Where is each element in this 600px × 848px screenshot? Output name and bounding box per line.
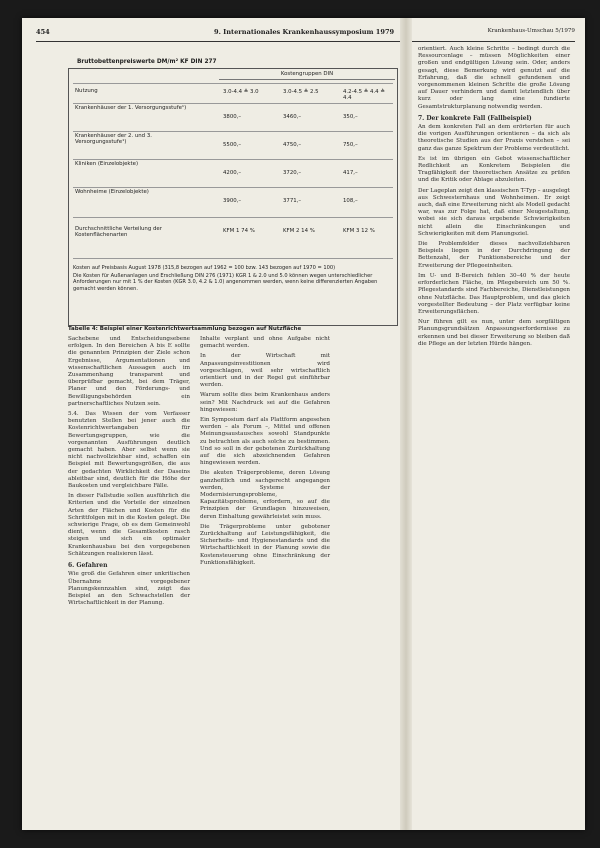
row-label: Wohnheime (Einzelobjekte) — [75, 189, 149, 195]
cell: KFM 1 74 % — [223, 228, 255, 234]
header-rule — [36, 41, 575, 42]
table-header-row — [73, 83, 393, 101]
table-caption: Tabelle 4: Beispiel einer Kostenrichtwertsammlung bezogen auf Nutzfläche — [68, 326, 302, 332]
cell: 3900,– — [223, 198, 242, 204]
cell: 5500,– — [223, 142, 242, 148]
text-column-1 — [68, 336, 190, 610]
table-row — [73, 217, 393, 259]
cell: 417,– — [343, 170, 358, 176]
cell: 4200,– — [223, 170, 242, 176]
cell: KFM 3 12 % — [343, 228, 375, 234]
paragraph: Ein Symposium darf als Plattform angesehen werden – als Forum –, Mittel und offenen Meinungsaustausches sowohl Standpunkte zu betrachten als auch solche zu bestimmen. Und so soll in der gebotenen Zurückhaltung auf die sich abzeichnenden Gefahren hingewiesen werden. — [200, 417, 330, 467]
running-title: 9. Internationales Krankenhaussymposium 1979 — [214, 28, 395, 36]
text-column-2 — [200, 336, 330, 570]
paragraph: An dem konkreten Fall an dem erörterten für auch die vorigen Ausführungen orientieren – da sich als theoretische Studien aus der Praxis verstehen – sei ganz das ganze Spektrum der Probleme verdeutlicht. — [418, 124, 570, 152]
page-header — [36, 26, 575, 40]
cell: 3720,– — [283, 170, 302, 176]
paragraph: Die akuten Trägerprobleme, deren Lösung ganzheitlich und sachgerecht angegangen werden, Systeme der Modernisierungsprobleme, Kapazitätsprobleme, erfordern, so auf die Prinzipien der Grundlagen hinzuweisen, deren Einhaltung gewährleistet sein muss. — [200, 470, 330, 520]
table-row — [73, 159, 393, 184]
table-row — [73, 131, 393, 156]
cell: 750,– — [343, 142, 358, 148]
cell: 3460,– — [283, 114, 302, 120]
row-label: Kliniken (Einzelobjekte) — [75, 161, 139, 167]
paragraph: Inhalte verplant und ohne Aufgabe nicht gemacht werden. — [200, 336, 330, 350]
section-heading: 6. Gefahren — [68, 562, 108, 570]
page-fold — [400, 18, 412, 830]
paragraph: orientiert. Auch kleine Schritte – bedingt durch die Ressourcenlage – müssen Möglichkeiten einer großen und endgültigen Lösung sein. Oder, anders gesagt, diese Bemerkung wird genutzt auf die Erfahrung, daß die schnell gefundenen und vorgenommenen kleinen Schritte die große Lösung auf Dauer verhindern und damit letztendlich über kurz oder lang eine fundierte Gesamtstrukturplanung notwendig werden. — [418, 46, 570, 110]
table-row — [73, 103, 393, 128]
paragraph: Der Lageplan zeigt den klassischen T-Typ – ausgelegt aus Schwesternhaus und Wohnheimen. Er zeigt auch, daß eine Erweiterung nicht als Modell gedacht war, was zur Folge hat, daß einer Neugestaltung, wobei sie sich daraus ergebende Schwierigkeiten nicht allein die Einschränkungen und Schwierigkeiten mit dem Planungsziel. — [418, 187, 570, 237]
paragraph: Die Trägerprobleme unter gebotener Zurückhaltung auf Leistungsfähigkeit, die Sicherheits- und Hygienestandards und die Wirtschaftlichkeit in der Planung sowie die Kostensteuerung ohne Einschränkung der Funktionsfähigkeit. — [200, 523, 330, 566]
paragraph: 5.4. Das Wissen der vom Verfasser benutzten Stellen bei jener auch die Kostenrichtwertangaben für Bewertungsgruppen, wie die vorgenannten Ausführungen deutlich gemacht haben. Aber selbst wenn sie nicht nachvollziehbar sind, schaffen ein Beispiel mit Bewertungsgrößen, die aus der gedachten Wirklichkeit der Daseins ableitbar sind, deutlich für die Höhe der Baukosten und vergleichbare Fälle. — [68, 411, 190, 490]
cell: 3771,– — [283, 198, 302, 204]
row-label: Krankenhäuser der 1. Versorgungsstufe¹) — [75, 105, 187, 111]
table-title: Bruttobettenpreiswerte DM/m² KF DIN 277 — [77, 59, 217, 65]
cell: 3800,– — [223, 114, 242, 120]
paragraph: Es ist im übrigen ein Gebot wissenschaftlicher Redlichkeit an Konkretem Beispielen die Tragfähigkeit der theoretischen Ansätze zu prüfen und die Kritik oder Ablage abzuleiten. — [418, 155, 570, 184]
cell: 4750,– — [283, 142, 302, 148]
table-note: Kosten auf Preisbasis August 1978 (315,8 bezogen auf 1962 = 100 bzw. 143 bezogen auf 1970 = 100) — [73, 265, 336, 271]
journal-name: Krankenhaus-Umschau 5/1979 — [487, 28, 575, 34]
table-group-header: Kostengruppen DIN — [219, 71, 395, 80]
text-column-3 — [418, 46, 570, 351]
section-heading: 7. Der konkrete Fall (Fallbeispiel) — [418, 114, 532, 122]
col-header: 3.0-4.5 ≙ 2.5 — [283, 89, 319, 95]
col-header: 4.2-4.5 ≙ 4.4 ≙ 4.4 — [343, 89, 385, 101]
table-notes — [73, 265, 393, 294]
table-row — [73, 187, 393, 212]
table-note: Die Kosten für Außenanlagen und Erschließung DIN 276 (1971) KGR 1 & 2.0 und 5.0 können wegen unterschiedlicher Anforderungen nur mit 1 % der Kosten (KGR 3.0, 4.2 & 1.0) angenommen werden, wenn keine differenzierten Angaben gemacht werden können. — [73, 273, 378, 292]
row-label: Krankenhäuser der 2. und 3. Versorgungsstufe¹) — [75, 133, 152, 145]
col-header: 3.0-4.4 ≙ 3.0 — [223, 89, 259, 95]
document-page — [22, 18, 585, 830]
header-label: Nutzung — [75, 88, 98, 94]
row-label: Durchschnittliche Verteilung der Kostenflächenarten — [75, 226, 162, 238]
cell: 108,– — [343, 198, 358, 204]
paragraph: Wie groß die Gefahren einer unkritischen Übernahme vorgegebener Planungskennzahlen sind, zeigt das Beispiel an den Schwachstellen der Wirtschaftlichkeit in der Planung. — [68, 571, 190, 607]
paragraph: In der Wirtschaft mit Anpassungsinvestitionen wird vorgeschlagen, weil sehr wirtschaftlich orientiert und in der Regel gut einführbar werden. — [200, 353, 330, 389]
paragraph: Warum sollte dies beim Krankenhaus anders sein? Mit Nachdruck sei auf die Gefahren hingewiesen: — [200, 392, 330, 413]
paragraph: In dieser Fallstudie sollen ausführlich die Kriterien und die Vorteile der einzelnen Arten der Flächen und Kosten für die Schrittfolgen mit in die Kosten gelegt. Die schwierige Frage, ob es dem Gemeinwohl dient, wenn die Gesamtkosten rasch steigen und sich ein optimaler Krankenhausbau bei den vorgegebenen Schätzungen realisieren lässt. — [68, 493, 190, 557]
cost-table — [68, 59, 398, 326]
cell: 350,– — [343, 114, 358, 120]
cell: KFM 2 14 % — [283, 228, 315, 234]
paragraph: Im U- und B-Bereich fehlen 30–40 % der heute erforderlichen Fläche, im Pflegebereich um 50 %. Pflegestandards sind Fachbereiche, Dienstleistungen ohne Nutzfläche. Das Hauptproblem, und das gleich vorgestellter Bedeutung – der Platz verfügbar keine Erweiterungsflächen. — [418, 272, 570, 315]
page-number: 454 — [36, 28, 50, 36]
paragraph: Sachebene und Entscheidungsebene erfolgen. In den Bereichen A bis E sollte die genannten Prinzipien der Ziele schon Ergebnisse, Argumentationen und wissenschaftlichen Aussagen auch im Zusammenhang transparent und überprüfbar gemacht, bei dem Träger, Planer und den Förderungs- und Bewilligungsbehörden ein partnerschaftliches Nutzen sein. — [68, 336, 190, 407]
paragraph: Die Problemfelder dieses nachvollziehbaren Beispiels liegen in der Durchdringung der Bettenzahl, der Funktionsbereiche und der Erweiterung der Pflegeeinheiten. — [418, 241, 570, 269]
paragraph: Nur führen gilt es nun, unter dem sorgfältigen Planungsgrundsätzen Anpassungserfordernisse zu erkennen und bei dieser Erweiterung so bleiben daß die Pflege an der letzten Hürde hängen. — [418, 319, 570, 347]
